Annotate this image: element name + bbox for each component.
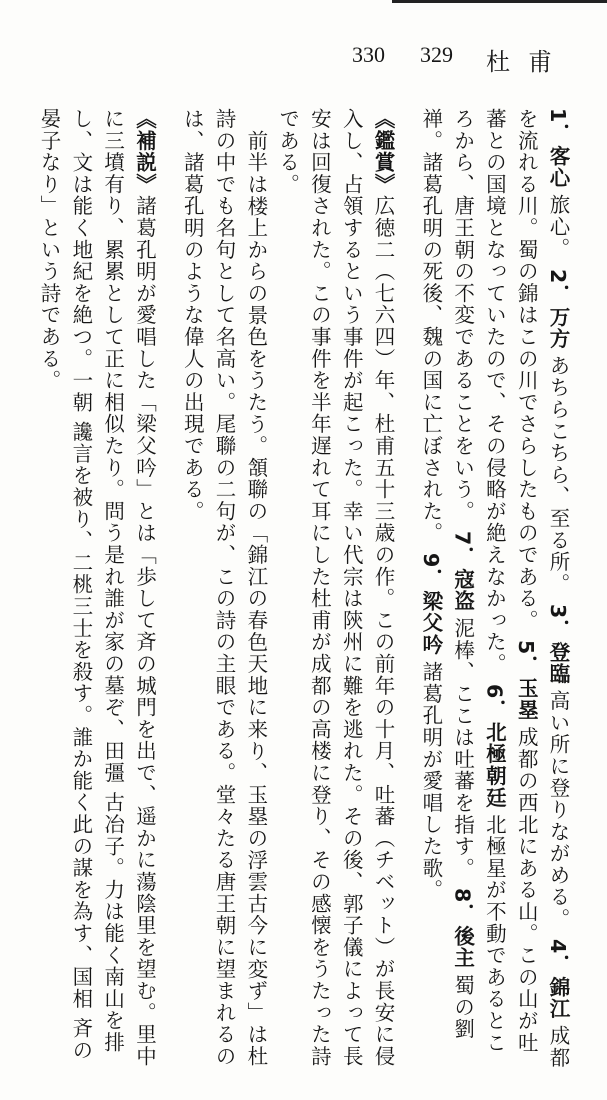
appreciation-paragraph-2 [175, 108, 270, 1073]
page-number-right: 329 [420, 42, 453, 67]
note-text: 北極星が不動であるところから、唐王朝の不変であることをいう。 [450, 108, 507, 1054]
note-key: 2．万方 [546, 268, 570, 350]
supplement-text: 諸葛孔明が愛唱した「梁父吟」とは「歩して斉の城門を出で、遥かに蕩陰里を望む。里中に三墳有り、累累として正に相似たり。問う是れ誰が家の墓ぞ、田彊 古冶子。力は能く南山を排し、文は能く地紀を絶つ。一朝 讒言を被り、二桃三士を殺す。誰か能く此の謀を為す、国相 斉の晏子なり」という詩である。 [37, 108, 157, 1068]
supplement-label: 《補説》 [132, 108, 157, 196]
note-key: 9．梁父吟 [418, 553, 443, 656]
page-header [0, 42, 607, 82]
note-text: 蜀の劉禅。諸葛孔明の死後、魏の国に亡ぼされた。 [418, 108, 475, 1040]
note-text: 旅心。 [546, 194, 570, 260]
note-text: 成都の西北にある山。この山が吐蕃との国境となっていたので、その侵略が絶えなかった。 [482, 108, 539, 1054]
appreciation-label: 《鑑賞》 [371, 108, 396, 196]
note-text: あちらこちら、至る所。 [546, 354, 570, 595]
note-text: 泥棒、ここは吐蕃を指す。 [450, 617, 475, 880]
note-text: 諸葛孔明が愛唱した歌。 [418, 661, 443, 901]
page-number-left: 330 [352, 42, 385, 67]
note-key: 7．寇盗 [450, 531, 475, 613]
appreciation-text-2: 前半は楼上からの景色をうたう。頷聯の「錦江の春色天地に来り、玉塁の浮雲古今に変ず」は杜詩の中でも名句として名高い。尾聯の二句が、この詩の主眼である。堂々たる唐王朝に望まれるのは、諸葛孔明のような偉人の出現である。 [180, 108, 268, 1068]
top-rule [392, 0, 607, 3]
indent [244, 108, 268, 130]
note-key: 4．錦江 [546, 938, 570, 1020]
appreciation-text-1: 広徳二（七六四）年、杜甫五十三歳の作。この前年の十月、吐蕃（チベット）が長安に侵入し、占領するという事件が起こった。幸い代宗は陝州に難を逃れた。その後、郭子儀によって長安は回復された。この事件を半年遅れて耳にした杜甫が成都の高楼に登り、その感懐をうたった詩である。 [275, 108, 396, 1068]
note-text: 高い所に登りながめる。 [546, 689, 570, 930]
note-key: 8．後主 [450, 888, 475, 970]
note-key: 5．玉塁 [514, 640, 539, 722]
appreciation-paragraph-1 [271, 108, 398, 1073]
note-key: 1．客心 [546, 108, 570, 189]
vertical-text-body [28, 108, 573, 1073]
section-gap [159, 108, 175, 1073]
note-text: 成都を流れる川。蜀の錦はこの川でさらしたものである。 [514, 108, 570, 1069]
section-gap [398, 108, 414, 1073]
note-key: 3．登臨 [546, 603, 570, 685]
notes-section [414, 108, 573, 1073]
supplement-paragraph [32, 108, 159, 1073]
running-title: 杜甫 [486, 50, 570, 76]
note-key: 6．北極朝廷 [482, 684, 507, 809]
